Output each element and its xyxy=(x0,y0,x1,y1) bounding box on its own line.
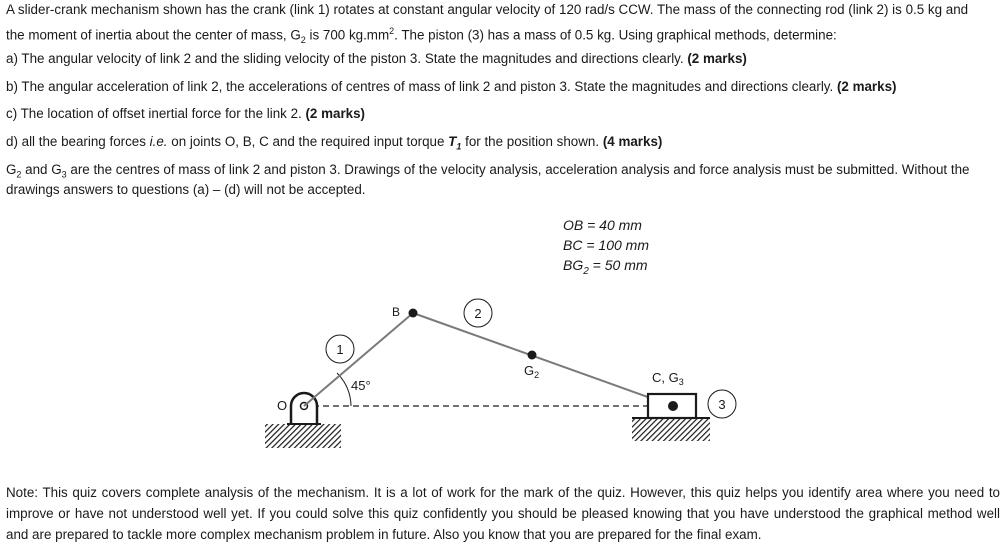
part-a-marks: (2 marks) xyxy=(687,51,747,66)
label-b: B xyxy=(392,305,401,319)
link-1-number: 1 xyxy=(336,342,344,357)
g-text-a: G xyxy=(6,162,17,177)
note-paragraph: Note: This quiz covers complete analysis of the mechanism. It is a lot of work for the mark of the quiz. However, this quiz helps you identify area where you need to improve or have not understood well yet. If you could solve this quiz confidently you should be pleased knowing that you have understood the graphical method well and are prepared to tackle more complex mechanism problem in future. Also you know that you are prepared for the final exam. xyxy=(6,485,1000,542)
part-c xyxy=(6,105,365,123)
part-a-text: a) The angular velocity of link 2 and the sliding velocity of the piston 3. State the magnitudes and directions clearly. xyxy=(6,51,688,66)
joint-c xyxy=(668,401,678,411)
part-b-marks: (2 marks) xyxy=(836,79,897,94)
part-b-text: b) The angular acceleration of link 2, the accelerations of centres of mass of link 2 and piston 3. State the magnitudes and directions clearly. xyxy=(6,79,837,94)
dim-ob: OB = 40 mm xyxy=(563,217,642,233)
intro-line-1 xyxy=(6,1,968,19)
part-d-ie: i.e. xyxy=(149,134,168,149)
part-d-text-3: for the position shown. xyxy=(461,134,603,149)
intro-line-2 xyxy=(6,22,837,49)
mechanism-figure xyxy=(263,207,739,450)
label-g2: $G_2$ xyxy=(524,363,540,380)
part-c-marks: (2 marks) xyxy=(305,106,366,121)
joint-b xyxy=(409,309,418,318)
ground-hatch-left xyxy=(265,424,341,448)
intro-text-2b: is 700 kg.mm xyxy=(305,27,390,43)
intro-text-1: A slider-crank mechanism shown has the crank (link 1) rotates at constant angular velocity of 120 rad/s CCW. The mass of the connecting rod (link 2) is 0.5 kg and xyxy=(6,2,969,17)
intro-g2-subscript: 2 xyxy=(300,35,306,46)
label-o: O xyxy=(277,398,288,413)
intro-mm2-superscript: 2 xyxy=(389,26,395,36)
part-d-torque-symbol: T xyxy=(448,134,457,149)
g-line-2 xyxy=(6,181,366,199)
link-2-number: 2 xyxy=(474,306,482,321)
angle-label: 45° xyxy=(351,378,371,393)
part-b xyxy=(6,78,896,96)
connecting-rod-link-2 xyxy=(413,313,673,406)
part-d-marks: (4 marks) xyxy=(602,134,663,149)
part-d-text-2: on joints O, B, C and the required input torque xyxy=(167,134,449,149)
g3-subscript: 3 xyxy=(61,169,67,180)
part-a xyxy=(6,50,747,68)
part-d-text-1: d) all the bearing forces xyxy=(6,134,150,149)
angle-arc xyxy=(337,373,351,406)
g-text-c: are the centres of mass of link 2 and piston 3. Drawings of the velocity analysis, acceleration analysis and force analysis must be submitted. Without the xyxy=(66,162,970,177)
part-d-torque-subscript: 1 xyxy=(456,141,462,152)
part-c-text: c) The location of offset inertial force for the link 2. xyxy=(6,106,306,121)
center-of-mass-g2 xyxy=(528,351,537,360)
intro-text-2c: . The piston (3) has a mass of 0.5 kg. Using graphical methods, determine: xyxy=(394,27,837,43)
ground-hatch-right xyxy=(632,418,710,441)
dim-bg2: $BG_2 = 50$ mm xyxy=(563,257,648,277)
g-text-b: and G xyxy=(21,162,62,177)
g-text-2: drawings answers to questions (a) – (d) will not be accepted. xyxy=(6,182,366,197)
g2-subscript: 2 xyxy=(16,169,22,180)
mechanism-diagram xyxy=(263,207,739,450)
dim-bc: BC = 100 mm xyxy=(563,237,649,253)
intro-text-2a: the moment of inertia about the center of mass, G xyxy=(6,27,301,43)
link-3-number: 3 xyxy=(718,397,726,412)
label-c-g3: C, $G_3$ xyxy=(652,370,684,387)
part-d xyxy=(6,133,662,156)
